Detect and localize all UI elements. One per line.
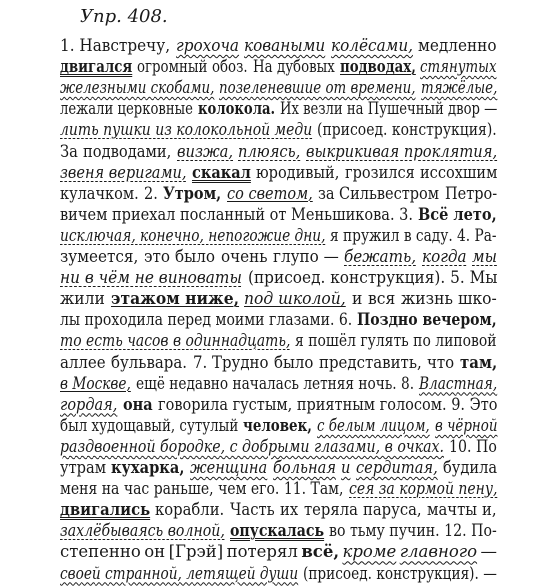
text-line [0,542,550,564]
text-segment: и [351,289,363,309]
text-segment: он [144,542,166,562]
text-segment: бульвара. [111,352,188,372]
text-line [0,78,550,100]
text-segment: их [280,500,299,520]
text-segment: выкрикивая проклятия, [305,141,497,161]
text-segment: лы проходила перед моими глазами. 6. [60,310,353,330]
text-segment: лежали церковные [60,99,193,119]
text-segment: Поздно вечером, [357,310,497,330]
text-segment: под школой, [244,289,346,309]
text-line [0,416,550,438]
text-line [0,268,550,290]
text-line [0,521,550,543]
text-segment: кухарка, [111,458,185,477]
text-line [0,353,550,375]
text-line [0,205,550,227]
text-line [0,99,550,121]
text-segment: я пружил в саду. 4. Ра- [330,225,497,245]
text-segment: — [480,542,497,562]
text-segment: 10. По [449,436,497,456]
text-segment: грохоча [175,36,239,55]
text-segment: юродивый, [255,162,340,182]
text-segment: и, [482,500,497,520]
text-segment: она [122,394,153,414]
text-segment: вичем приехал посланный от Меньшикова. 3. [60,204,414,224]
text-segment: будила [442,458,497,477]
text-segment: меня на час раньше, чем его. 11. Там, [60,479,344,499]
text-segment: я пошёл гулять по липовой [295,331,497,351]
text-segment: было [274,352,314,372]
text-segment: что [427,352,455,372]
text-segment: всё, [301,542,340,562]
text-segment: грозился [344,162,415,182]
text-line [0,310,550,332]
text-line [0,163,550,185]
text-segment: скакал [191,162,251,182]
text-line [0,57,550,79]
text-segment: за [317,183,335,203]
text-segment: говорила густым, приятным голосом. 9. Это [157,394,497,414]
text-line [0,289,550,311]
text-segment: Часть [230,500,275,520]
text-segment: представить, [319,352,422,372]
text-segment: вся [367,289,395,309]
text-segment: колёсами, [330,36,413,55]
text-segment: плюясь, [238,141,301,161]
text-line [0,331,550,353]
text-line [0,500,550,522]
text-segment: лить пушки из колокольной меди [60,120,313,140]
text-segment: мы [472,247,497,266]
text-segment: потерял [226,542,298,562]
text-segment: женщина [190,458,268,477]
text-segment: с белым лицом, [316,415,430,435]
text-segment: [Грэй] [168,542,224,562]
text-segment: главного [399,542,478,562]
text-line [0,437,550,459]
text-segment: этажом ниже, [110,289,239,309]
text-segment: колокола. [197,99,275,119]
text-segment: сея за кормой пену, [348,479,497,499]
text-segment: двигались [60,500,151,520]
text-segment: железными скобами, [60,78,215,98]
text-segment: гордая, [60,394,118,414]
text-segment: подводах, [339,57,416,77]
text-segment: опускалась [230,521,325,541]
text-line [0,479,550,501]
text-segment: На [252,57,273,77]
text-segment: это [143,247,170,266]
text-segment: жизнь [400,289,453,309]
text-segment: корабли. [155,500,225,520]
text-segment: когда [421,247,467,266]
text-segment: позеленевшие от времени, [219,78,416,98]
text-segment: стянутых [420,57,497,77]
text-segment: раздвоенной бородке, с добрыми глазами, в очках. [60,436,445,456]
text-line [0,36,550,58]
text-segment: было [175,247,216,266]
text-segment: звеня веригами, [60,162,187,182]
text-segment: зумеется, [60,247,139,266]
text-segment: теряла [303,500,358,520]
text-line [0,184,550,206]
text-segment: 2. [144,183,158,203]
text-segment: утрам [60,458,107,477]
text-segment: аллее [60,352,106,372]
text-segment: огромный [137,57,208,77]
text-segment: (присоед. конструкция). — [303,563,497,583]
text-segment: иссохшим [419,162,497,182]
text-segment: жили [60,289,105,309]
text-segment: Утром, [163,183,222,203]
text-line [0,226,550,248]
text-segment: медленно [418,36,497,55]
text-segment: своей странной, летящей души [60,563,299,583]
text-segment: Властная, [418,373,497,393]
text-segment: мачты [427,500,478,520]
text-segment: шко- [458,289,497,309]
text-line [0,247,550,269]
text-segment: дубовых [277,57,335,77]
exercise-title: Упр. 408. [80,6,168,27]
text-segment: во тьму пучин. 12. По- [329,521,497,541]
text-segment: коваными [244,36,326,55]
text-line [0,395,550,417]
text-segment: визжа, [176,141,233,161]
text-segment: Всё лето, [418,204,497,224]
text-segment: Их везли на Пушечный двор — [279,99,497,119]
text-segment: Сильвестром [339,183,440,203]
text-segment: в чёрной [434,415,497,435]
text-segment: сердитая, [355,458,438,477]
text-segment: и [341,458,351,477]
text-segment: кулачком. [60,183,139,203]
text-segment: в Москве, [60,373,131,393]
text-segment: захлёбываясь волной, [60,521,225,541]
text-segment: то есть часов в одиннадцать, [60,331,291,351]
text-segment: За [60,141,78,161]
text-segment: человек, [243,415,313,435]
text-segment: был худощавый, сутулый [60,415,239,435]
text-segment: Петро- [444,183,497,203]
text-segment: исключая, конечно, непогожие дни, [60,225,326,245]
text-segment: двигался [60,57,133,77]
text-segment: очень [220,247,268,266]
text-segment: 7. [192,352,207,372]
text-segment: ни в чём не виноваты [60,268,242,288]
text-line [0,120,550,142]
text-segment: ещё недавно началась летняя ночь. 8. [135,373,414,393]
text-segment: степенно [60,542,141,562]
text-segment: бежать, [344,247,417,266]
text-segment: глупо — [273,247,339,266]
text-segment: больная [272,458,336,477]
text-segment: тяжёлые, [420,78,497,98]
text-line [0,374,550,396]
text-segment: (присоед. конструкция). 5. Мы [247,268,497,288]
text-segment: 1. Навстречу, [60,36,171,55]
text-line [0,458,550,480]
text-segment: Трудно [212,352,269,372]
text-segment: кроме [342,542,397,562]
text-segment: подводами, [83,141,172,161]
text-segment: (присоед. конструкция). [317,120,497,140]
text-line [0,564,550,586]
text-segment: со светом, [226,183,313,203]
text-line [0,142,550,164]
text-segment: обоз. [212,57,248,77]
text-segment: паруса, [363,500,422,520]
text-segment: там, [459,352,497,372]
